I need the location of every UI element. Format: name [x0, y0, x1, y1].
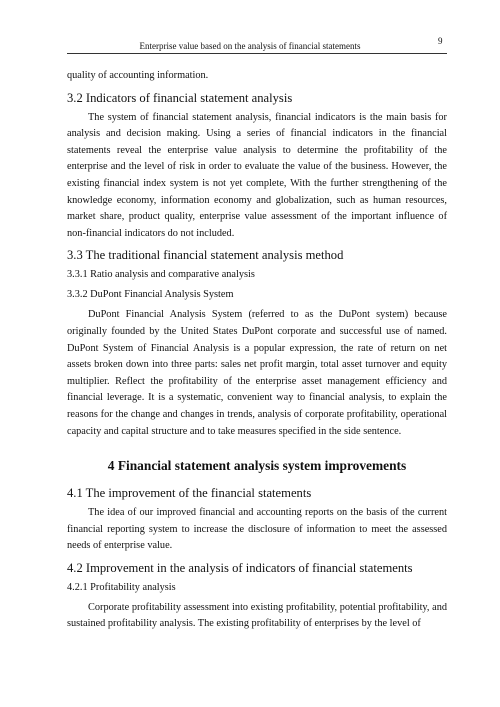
running-header-title: Enterprise value based on the analysis of financial statements [139, 41, 361, 51]
paragraph-dupont: DuPont Financial Analysis System (referred to as the DuPont system) because originally founded by the United States DuPont corporate and successful use of named. DuPont System of Financial Analysis is a popular expression, the rate of return on net assets broken down into three parts: sales net profit margin, total asset turnover and equity multiplier. Reflect the profitability of the enterprise asset management efficiency and financial leverage. It is a systematic, convenient way to financial analysis, to explain the reasons for the change and changes in trends, analysis of corporate profitability, operational capacity and capital structure and to take measures specified in the side sentence. [67, 309, 447, 437]
page-number: 9 [438, 36, 443, 46]
subsection-heading-3-3-2: 3.3.2 DuPont Financial Analysis System [67, 289, 234, 301]
section-heading-3-3: 3.3 The traditional financial statement analysis method [67, 248, 344, 263]
subsection-heading-3-3-1: 3.3.1 Ratio analysis and comparative analysis [67, 269, 255, 281]
section-heading-4-1: 4.1 The improvement of the financial statements [67, 486, 312, 501]
paragraph-continuation: quality of accounting information. [67, 70, 209, 81]
chapter-heading-4: 4 Financial statement analysis system improvements [107, 458, 407, 474]
header-divider [67, 53, 447, 54]
paragraph-indicators: The system of financial statement analysis, financial indicators is the main basis for analysis and decision making. Using a series of financial indicators in the financial statements reveal the enterprise value analysis to determine the profitability of the enterprise and the level of risk in order to evaluate the value of the business. However, the existing financial index system is not yet complete, With the further strengthening of the knowledge economy, information economy and globalization, such as human resources, market share, product quality, enterprise value assessment of the important influence of non-financial indicators do not included. [67, 111, 447, 239]
paragraph-profitability: Corporate profitability assessment into existing profitability, potential profitability, and sustained profitability analysis. The existing profitability of enterprises by the level of [67, 601, 447, 630]
section-heading-3-2: 3.2 Indicators of financial statement analysis [67, 90, 293, 105]
page-body [67, 68, 447, 633]
paragraph-improvement: The idea of our improved financial and accounting reports on the basis of the current financial reporting system to increase the disclosure of information to meet the assessed needs of enterprise value. [67, 507, 447, 552]
subsection-heading-4-2-1: 4.2.1 Profitability analysis [67, 581, 176, 593]
section-heading-4-2: 4.2 Improvement in the analysis of indicators of financial statements [67, 560, 413, 575]
